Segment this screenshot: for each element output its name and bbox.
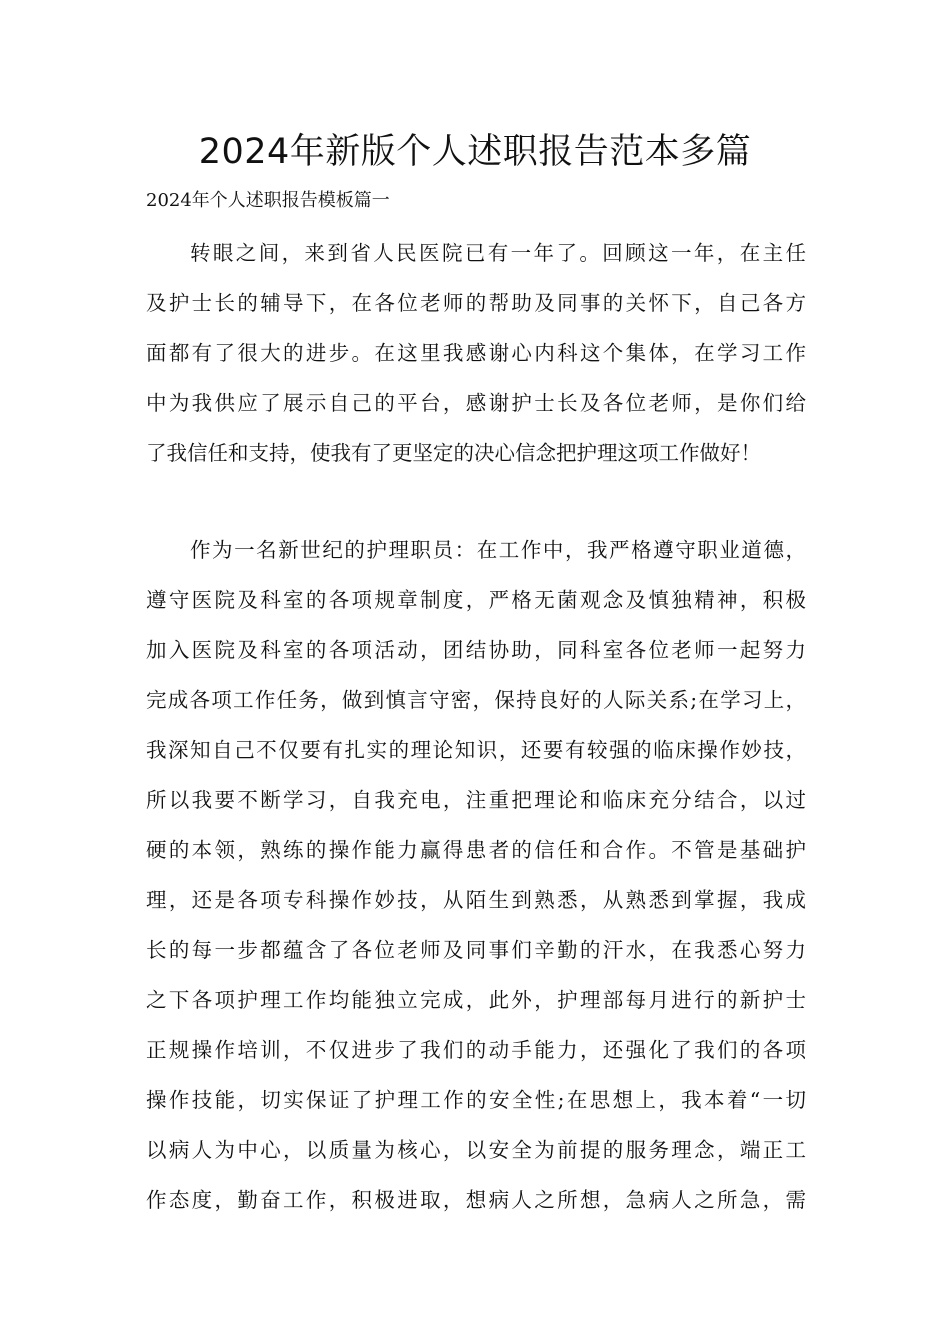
paragraph-line: 理，还是各项专科操作妙技，从陌生到熟悉，从熟悉到掌握，我成 xyxy=(146,888,806,912)
paragraph-line: 了我信任和支持，使我有了更坚定的决心信念把护理这项工作做好！ xyxy=(146,441,761,465)
paragraph-line: 作为一名新世纪的护理职员：在工作中，我严格遵守职业道德， xyxy=(190,538,806,562)
paragraph-line: 中为我供应了展示自己的平台，感谢护士长及各位老师，是你们给 xyxy=(146,391,806,415)
paragraph-line: 所以我要不断学习，自我充电，注重把理论和临床充分结合，以过 xyxy=(146,788,806,812)
paragraph-line: 转眼之间，来到省人民医院已有一年了。回顾这一年，在主任 xyxy=(190,241,806,265)
paragraph-line: 加入医院及科室的各项活动，团结协助，同科室各位老师一起努力 xyxy=(146,638,806,662)
paragraph-line: 完成各项工作任务，做到慎言守密，保持良好的人际关系;在学习上， xyxy=(146,688,806,712)
paragraph-line: 以病人为中心，以质量为核心，以安全为前提的服务理念，端正工 xyxy=(146,1138,806,1162)
paragraph-line: 操作技能，切实保证了护理工作的安全性;在思想上，我本着“一切 xyxy=(146,1088,806,1112)
paragraph-line: 面都有了很大的进步。在这里我感谢心内科这个集体，在学习工作 xyxy=(146,341,806,365)
paragraph-1 xyxy=(146,228,806,478)
paragraph-line: 硬的本领，熟练的操作能力赢得患者的信任和合作。不管是基础护 xyxy=(146,838,806,862)
paragraph-line: 长的每一步都蕴含了各位老师及同事们辛勤的汗水，在我悉心努力 xyxy=(146,938,806,962)
paragraph-line: 作态度，勤奋工作，积极进取，想病人之所想，急病人之所急，需 xyxy=(146,1188,806,1212)
document-title: 2024年新版个人述职报告范本多篇 xyxy=(198,132,752,172)
paragraph-line: 及护士长的辅导下，在各位老师的帮助及同事的关怀下，自己各方 xyxy=(146,291,806,315)
paragraph-2 xyxy=(146,525,806,1225)
paragraph-line: 之下各项护理工作均能独立完成，此外，护理部每月进行的新护士 xyxy=(146,988,806,1012)
paragraph-line: 我深知自己不仅要有扎实的理论知识，还要有较强的临床操作妙技， xyxy=(146,738,806,762)
paragraph-line: 正规操作培训，不仅进步了我们的动手能力，还强化了我们的各项 xyxy=(146,1038,806,1062)
section-heading: 2024年个人述职报告模板篇一 xyxy=(146,190,390,211)
paragraph-line: 遵守医院及科室的各项规章制度，严格无菌观念及慎独精神，积极 xyxy=(146,588,806,612)
